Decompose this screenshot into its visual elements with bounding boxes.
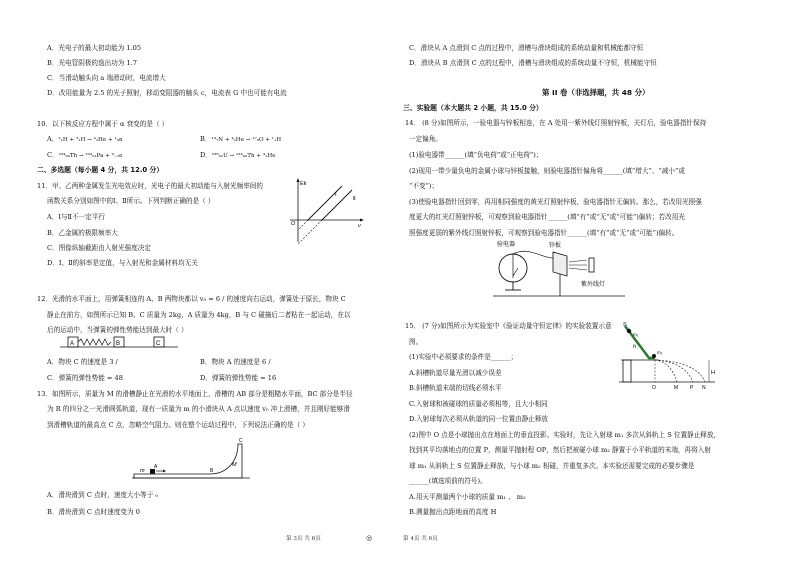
fig-a-label: A	[154, 464, 158, 470]
q9-option-a: A．光电子的最大初动能为 1.05	[47, 44, 142, 52]
fig-c-label: C	[239, 438, 243, 444]
q14-line-6: (3)使验电器指针回到零，再用相同强度的黄光灯照射锌板，验电器指针无偏转。那么，若改用光照强	[409, 198, 702, 206]
left-page-footer: 第 3页 共 6页	[286, 536, 321, 542]
q12-option-b: B．物块 A 的速度是 6 /	[200, 358, 271, 366]
q12-option-c: C．弹簧的弹性势能 = 48	[47, 374, 123, 382]
graph-y-label: Ek	[300, 181, 307, 187]
q12-option-a: A．物块 C 的速度是 3 /	[47, 358, 118, 366]
q12-line-2: 静止在前方，如图所示已知 B、C 质量为 2kg，A 质量为 4kg，B 与 C 碰撞后二者粘在一起运动，在以	[47, 311, 351, 319]
q11-option-b: B．乙金属的极限频率大	[47, 229, 118, 237]
q14-line-5: “不变”)；	[409, 182, 439, 190]
graph-origin-label: O	[291, 221, 296, 227]
fig-electroscope-label: 验电器	[497, 242, 516, 248]
fig-h-label: h	[633, 344, 637, 350]
section-2-title: 二、多选题（每小题 4 分，共 12.0 分）	[37, 166, 164, 174]
fig-n-label: N	[702, 385, 706, 390]
block-b-label: B	[116, 341, 121, 347]
q9-option-c: C．当滑动触头向 a 端滑动时，电流增大	[47, 74, 166, 82]
block-a-label: A	[70, 341, 75, 347]
block-c-label: C	[156, 341, 161, 347]
q15-option-a2: A.用天平测量两个小球的质量 m₁ 、 m₂	[409, 493, 526, 501]
q10-option-b: B．¹⁴₇N + ⁴₂He → ¹⁷₈O + ¹₁H	[200, 135, 282, 143]
fig-m2-label: m₂	[657, 350, 663, 355]
q13-option-a: A．滑块滑到 C 点时，速度大小等于 ₀	[47, 491, 159, 499]
q15-line-7: ______(填选项前的符号)。	[409, 477, 487, 485]
q15-option-b2: B.测量抛出点距地面的高度 H	[409, 508, 497, 516]
q15-option-c: C.入射球和被碰球的质量必须相等，且大小相同	[409, 400, 548, 408]
q13-option-b: B．滑块滑到 C 点时速度变为 0	[47, 508, 140, 516]
q11-graph	[286, 176, 366, 248]
graph-x-label: ν	[358, 223, 361, 229]
q10-option-d: D．²³⁸₉₂U → ²³⁴₉₀Th + ⁴₂He	[200, 151, 276, 159]
q14-line-7: 度更大的红光灯照射锌板，可观察到验电器指针______(填“有”或“无”或“可能”)偏转；若改用光	[409, 213, 685, 221]
q14-line-3: (1)验电器带______(填“负电荷”或“正电荷”)；	[409, 151, 543, 159]
q12-figure	[60, 334, 180, 354]
binding-mark: ◎	[366, 534, 373, 542]
q13-option-d: D．滑块从 B 点滑到 C 点的过程中，滑槽与滑块组成的系统动量不守恒，机械能守恒	[409, 59, 657, 67]
q15-figure	[619, 318, 719, 390]
q14-figure	[489, 240, 629, 302]
q12-line-3: 后的运动中，当弹簧的弹性势能达到最大时（ ）	[47, 326, 188, 334]
q15-line-5: 找到其平均落地点的位置 P，测量平抛射程 OP，然后把被碰小球 m₂ 静置于小平轨道的末端，再将入射	[409, 446, 711, 454]
q11-line-2: 函数关系分别如图中的Ⅰ、Ⅱ所示。下列判断正确的是（ ）	[47, 197, 215, 205]
part-2-title: 第 II 卷（非选择题，共 48 分）	[542, 88, 650, 97]
fig-p-label: P	[690, 385, 694, 390]
fig-m1-label: m₁	[633, 332, 639, 337]
q10-option-c: C．²³⁴₉₀Th → ²³⁴₉₁Pa + ⁰₋₁e	[47, 151, 123, 159]
q9-option-b: B．光电管阴极的逸出功为 1.7	[47, 59, 137, 67]
right-page-footer: 第 4页 共 6页	[403, 536, 438, 542]
q12-line-1: 12．光滑的水平面上，用弹簧相连的 A、B 两物块都以 v₀ = 6 / 的速度向右运动，弹簧处于原长，物块 C	[37, 295, 346, 303]
q15-line-3: (1)实验中必须要求的条件是______；	[409, 353, 518, 361]
q14-line-1: 14． (8 分)如图所示，一验电器与锌板相连，在 A 处用一紫外线灯照射锌板，关灯后，验电器指针保持	[405, 119, 707, 127]
q15-option-d: D.入射球每次必须从轨道的同一位置由静止释放	[409, 415, 549, 423]
q13-line-2: 为 R 的四分之一光滑圆弧轨道，现有一质量为 m 的小滑块从 A 点以速度 v₀ 冲上滑槽，并且刚好能够滑	[47, 405, 350, 413]
fig-zinc-label: 锌板	[549, 243, 562, 249]
q15-line-1: 15． (7 分)如图所示为实验室中《验证动量守恒定律》的实验装置示意	[405, 322, 612, 330]
fig-o-label: O	[652, 385, 656, 390]
q13-line-3: 到滑槽轨道的最高点 C 点，忽略空气阻力。则在整个运动过程中，下列说法正确的是（ ）	[47, 421, 309, 429]
fig-b-label: B	[210, 468, 214, 474]
q10-stem: 10．以下核反应方程中属于 α 衰变的是（ ）	[37, 120, 169, 128]
q13-option-c: C．滑块从 A 点滑到 C 点的过程中，滑槽与滑块组成的系统动量和机械能都守恒	[409, 44, 644, 52]
q11-option-a: A．Ⅰ与Ⅱ不一定平行	[47, 213, 106, 221]
q11-line-1: 11．甲、乙两种金属发生光电效应时，光电子的最大初动能与入射光频率间的	[37, 182, 263, 190]
right-page	[397, 0, 794, 561]
q15-line-2: 图。	[409, 338, 423, 346]
q15-line-6: 球 m₁ 从斜轨上 S 位置静止释放，与小球 m₂ 相碰，并重复多次。本实验还需要完成的必要步骤是	[409, 462, 695, 470]
q11-option-c: C．图像纵轴截距由入射光强度决定	[47, 244, 151, 252]
fig-uv-label: 紫外线灯	[581, 282, 606, 288]
q14-line-8: 照强度更弱的紫外线灯照射锌板，可观察到验电器指针______(填“有”或“无”或“可能”)偏转。	[409, 229, 679, 237]
q11-option-d: D．Ⅰ、Ⅱ的斜率是定值，与入射光和金属材料均无关	[47, 259, 198, 267]
q14-line-4: (2)现用一带少量负电的金属小球与锌板接触，则验电器指针偏角将______(填“增大”、“减小”或	[409, 167, 685, 175]
q13-figure	[132, 434, 252, 484]
q15-option-a: A.斜槽轨道尽量光滑以减少误差	[409, 369, 502, 377]
fig-s-label: S	[623, 322, 627, 328]
q14-line-2: 一定偏角。	[409, 135, 442, 143]
q15-line-4: (2)图中 O 点是小球抛出点在地面上的垂直投影。实验时，先让入射球 m₁ 多次从斜轨上 S 位置静止释放，	[409, 431, 721, 439]
graph-line-2-label: Ⅱ	[353, 196, 356, 202]
fig-mass-label: M	[232, 462, 237, 468]
section-3-title: 三、实验题（本大题共 2 小题，共 15.0 分）	[403, 104, 543, 112]
fig-big-h-label: H	[711, 370, 715, 376]
q15-option-b: B.斜槽轨道末端的切线必须水平	[409, 384, 502, 392]
q9-option-d: D．改用能量为 2.5 的光子照射，移动变阻器的触头 c，电流表 G 中也可能有电流	[47, 89, 287, 97]
graph-line-1-label: Ⅰ	[335, 192, 337, 198]
q10-option-a: A．²₁H + ³₁H → ⁴₂He + ¹₀n	[47, 135, 123, 143]
q13-line-1: 13．如图所示，质量为 M 的滑槽静止在光滑的水平地面上，滑槽的 AB 部分是粗糙水平面，BC 部分是半径	[37, 390, 353, 398]
fig-m-point-label: M	[674, 385, 679, 390]
q12-option-d: D．弹簧的弹性势能 = 16	[200, 374, 277, 382]
fig-m-label: m	[140, 468, 145, 474]
